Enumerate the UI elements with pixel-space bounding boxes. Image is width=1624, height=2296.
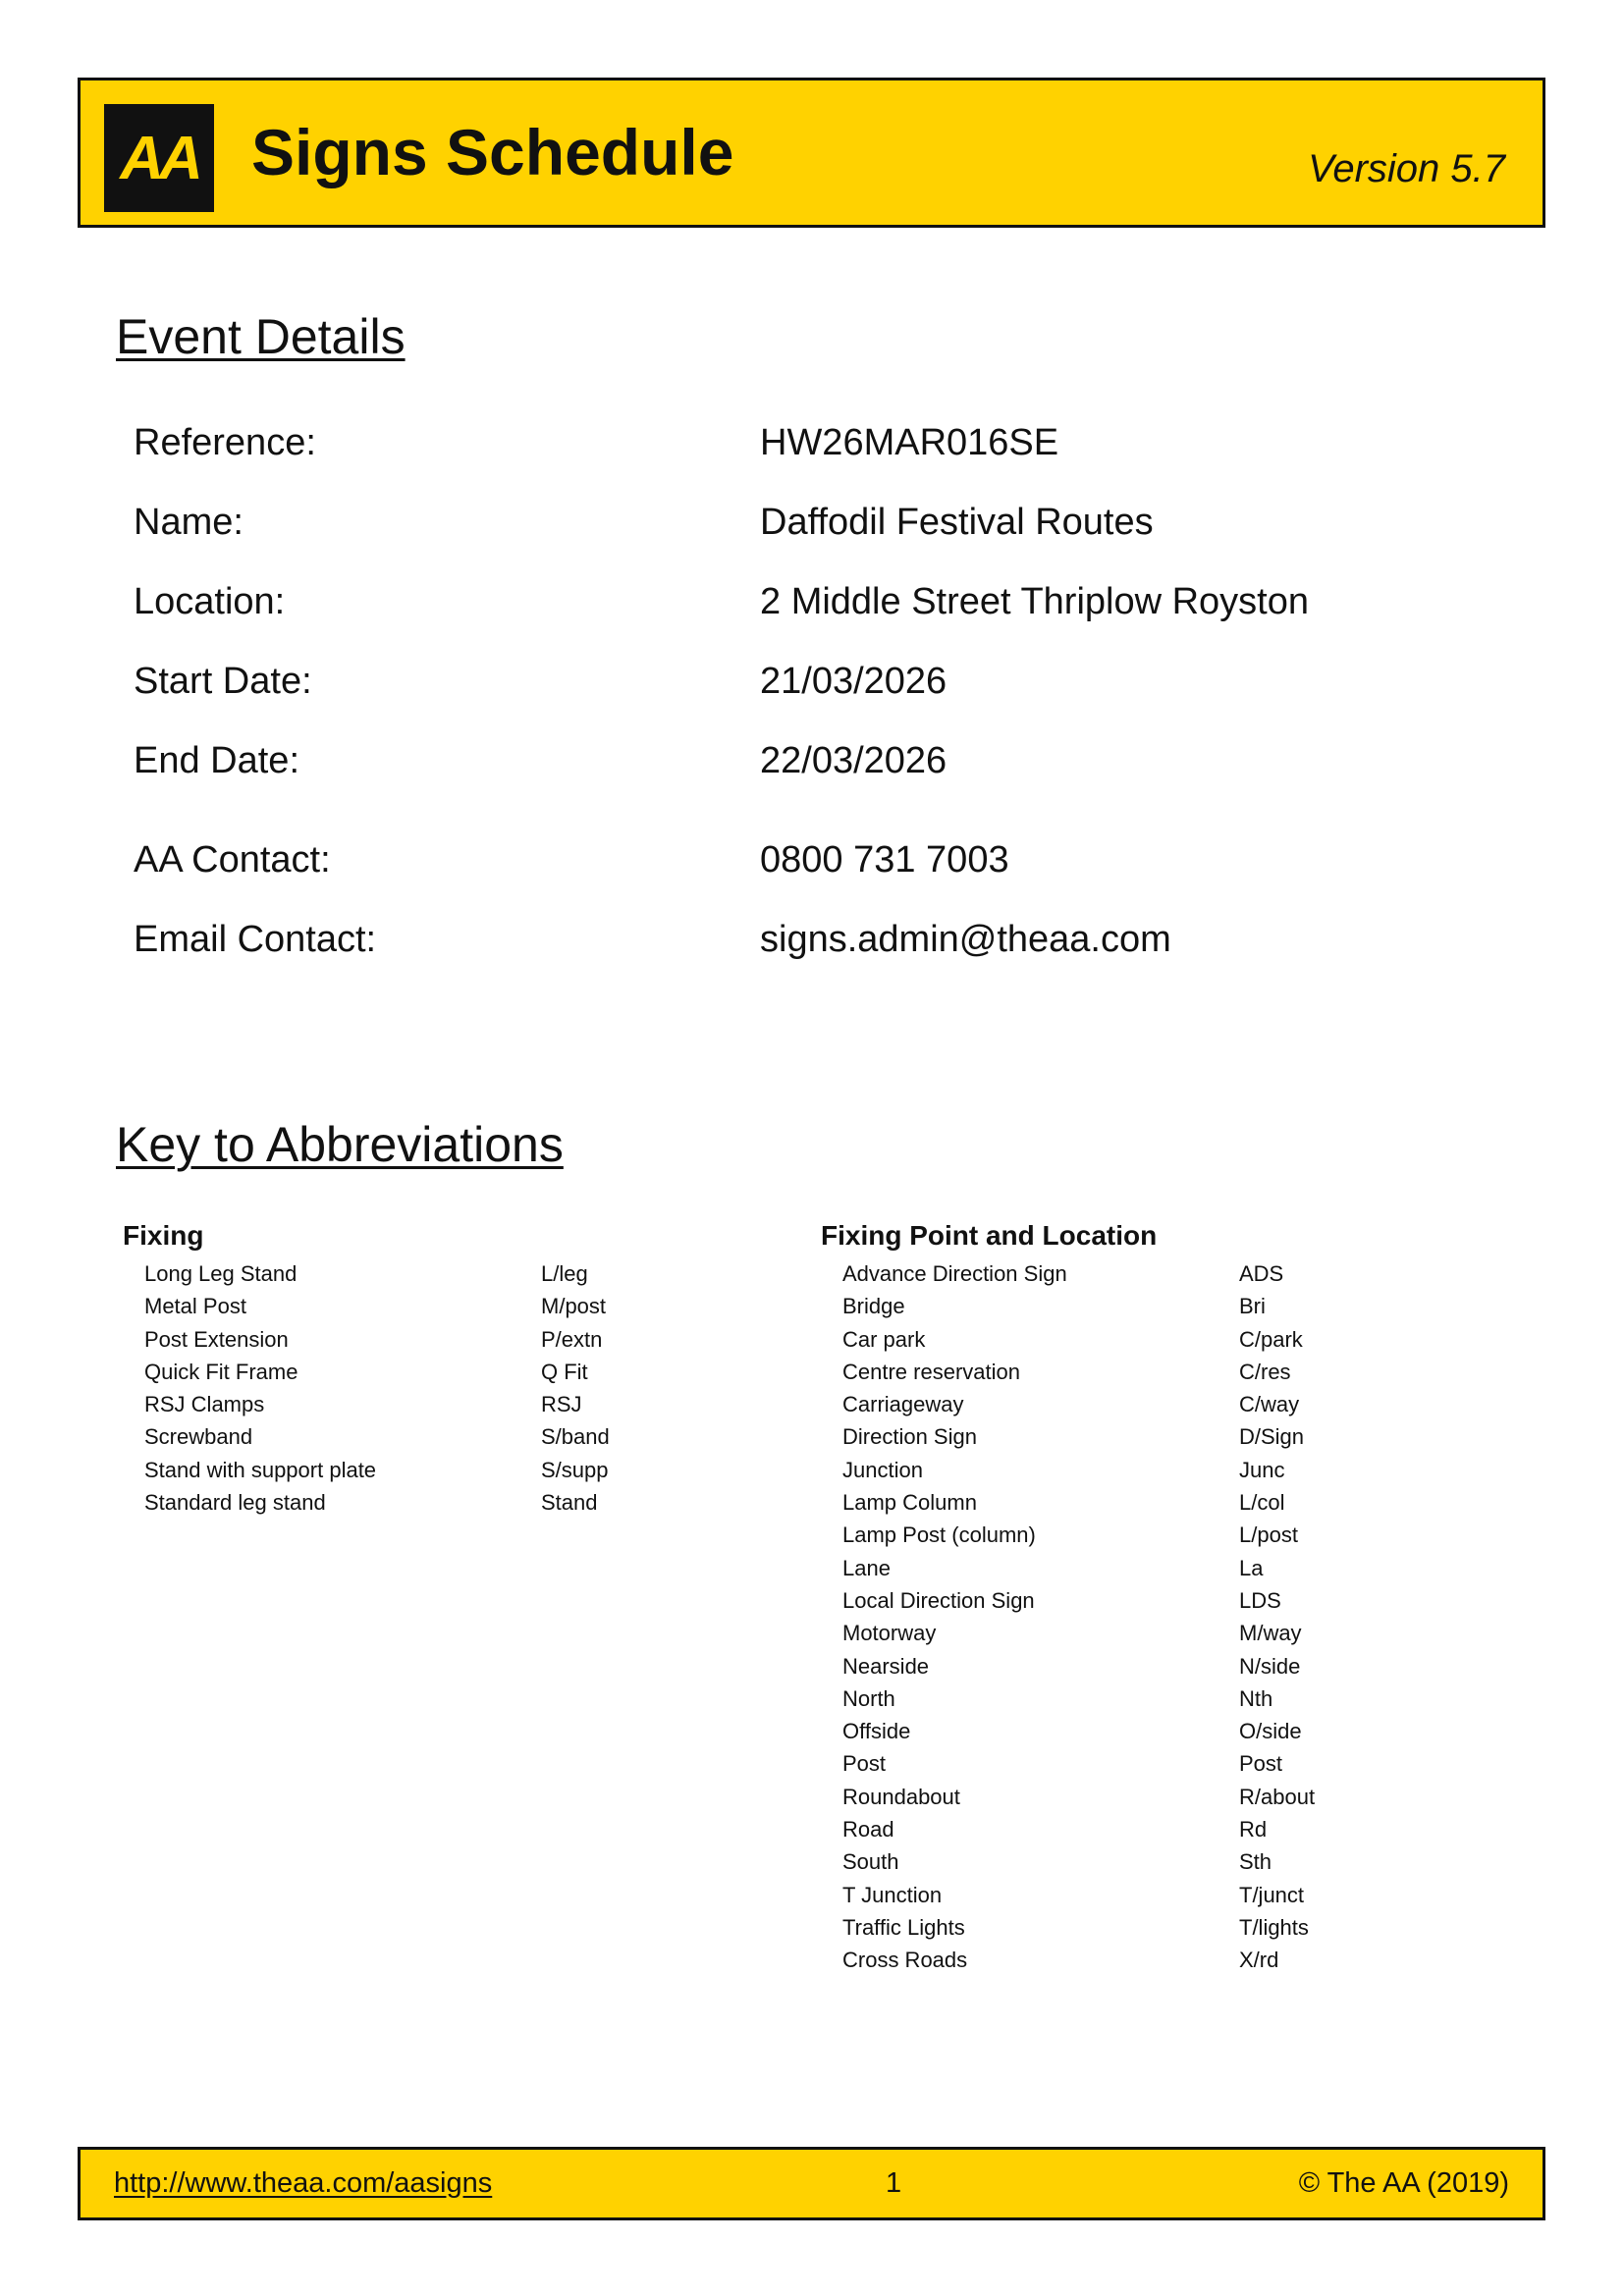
abbreviation-item [144, 1388, 694, 1420]
abbreviation-item [842, 1486, 1392, 1519]
abbreviation-short: L/leg [541, 1261, 588, 1286]
abbreviation-short: M/way [1239, 1621, 1302, 1646]
detail-row-email-contact [134, 915, 1410, 964]
abbreviation-short: T/junct [1239, 1882, 1305, 1907]
abbreviation-term: Standard leg stand [144, 1490, 326, 1516]
abbreviation-short: L/col [1239, 1490, 1285, 1516]
abbreviation-item [842, 1257, 1392, 1290]
abbreviation-term: Long Leg Stand [144, 1261, 298, 1286]
abbreviation-term: Offside [842, 1719, 911, 1744]
abbreviation-term: T Junction [842, 1882, 943, 1907]
abbreviation-item [144, 1486, 694, 1519]
page-number: 1 [886, 2167, 902, 2199]
abbreviation-term: Traffic Lights [842, 1914, 965, 1940]
abbreviation-item [144, 1323, 694, 1356]
abbreviation-short: S/supp [541, 1457, 609, 1482]
abbreviation-term: Bridge [842, 1294, 905, 1319]
abbreviation-item [842, 1813, 1392, 1845]
abbreviation-short: S/band [541, 1424, 610, 1450]
abbreviation-short: Stand [541, 1490, 598, 1516]
abbreviation-item [144, 1420, 694, 1453]
abbreviation-short: Junc [1239, 1457, 1285, 1482]
footer-bar [78, 2147, 1545, 2220]
detail-value: 0800 731 7003 [760, 839, 1009, 881]
abbreviation-item [842, 1845, 1392, 1878]
abbreviation-short: P/extn [541, 1326, 603, 1352]
aa-signs-link[interactable]: http://www.theaa.com/aasigns [114, 2167, 493, 2199]
detail-label: Start Date: [134, 661, 312, 702]
abbreviation-short: O/side [1239, 1719, 1302, 1744]
abbreviation-item [842, 1682, 1392, 1715]
abbreviation-term: Motorway [842, 1621, 937, 1646]
abbreviation-item [842, 1715, 1392, 1747]
abbreviation-item [842, 1420, 1392, 1453]
abbreviation-short: Bri [1239, 1294, 1266, 1319]
abbreviation-short: C/res [1239, 1359, 1291, 1384]
abbreviation-term: South [842, 1849, 899, 1875]
detail-label: Reference: [134, 422, 316, 463]
abbreviation-term: Quick Fit Frame [144, 1359, 298, 1384]
abbreviation-short: Q Fit [541, 1359, 588, 1384]
abbreviation-term: Stand with support plate [144, 1457, 377, 1482]
aa-logo [104, 104, 214, 212]
abbreviation-short: LDS [1239, 1587, 1281, 1613]
abbreviation-term: North [842, 1685, 895, 1711]
abbreviation-term: Direction Sign [842, 1424, 977, 1450]
abbreviation-item [144, 1257, 694, 1290]
header-bar [78, 78, 1545, 228]
abbreviation-item [842, 1650, 1392, 1682]
abbreviation-term: Junction [842, 1457, 923, 1482]
detail-value: signs.admin@theaa.com [760, 919, 1171, 960]
fixing-point-list [842, 1257, 1392, 1977]
abbreviation-item [842, 1356, 1392, 1388]
detail-value: HW26MAR016SE [760, 422, 1059, 463]
event-details-heading: Event Details [116, 309, 406, 364]
abbreviation-term: Local Direction Sign [842, 1587, 1035, 1613]
document-title: Signs Schedule [251, 116, 734, 188]
detail-value: 21/03/2026 [760, 661, 947, 702]
abbreviation-short: N/side [1239, 1653, 1301, 1679]
abbreviation-term: Screwband [144, 1424, 253, 1450]
version-label: Version 5.7 [1308, 147, 1505, 190]
abbreviation-term: Cross Roads [842, 1948, 968, 1973]
detail-label: Location: [134, 581, 286, 622]
abbreviation-term: Post Extension [144, 1326, 289, 1352]
abbreviation-term: Centre reservation [842, 1359, 1020, 1384]
abbreviation-term: Car park [842, 1326, 926, 1352]
abbreviation-term: Post [842, 1751, 887, 1777]
abbreviation-short: Rd [1239, 1817, 1268, 1842]
abbreviation-item [842, 1290, 1392, 1322]
abbreviation-item [144, 1290, 694, 1322]
copyright-text: © The AA (2019) [1298, 2167, 1509, 2199]
abbreviation-short: T/lights [1239, 1914, 1309, 1940]
detail-row-aa-contact [134, 835, 1410, 884]
abbreviation-short: L/post [1239, 1522, 1298, 1548]
detail-label: Name: [134, 502, 244, 543]
abbreviation-item [842, 1747, 1392, 1780]
detail-row-reference [134, 418, 1410, 467]
abbreviation-term: Roundabout [842, 1784, 960, 1809]
abbreviation-item [842, 1944, 1392, 1976]
fixing-list [144, 1257, 694, 1519]
abbreviation-item [842, 1552, 1392, 1584]
detail-row-end-date [134, 736, 1410, 785]
abbreviation-short: C/park [1239, 1326, 1303, 1352]
abbreviation-item [842, 1781, 1392, 1813]
abbreviation-item [842, 1617, 1392, 1649]
detail-value: 2 Middle Street Thriplow Royston [760, 581, 1309, 622]
detail-label: End Date: [134, 740, 299, 781]
abbreviation-short: X/rd [1239, 1948, 1279, 1973]
abbreviation-term: Carriageway [842, 1392, 964, 1417]
abbreviation-term: Metal Post [144, 1294, 246, 1319]
detail-label: Email Contact: [134, 919, 377, 960]
abbreviation-short: R/about [1239, 1784, 1316, 1809]
abbreviation-item [842, 1879, 1392, 1911]
abbreviation-item [842, 1388, 1392, 1420]
abbreviation-item [842, 1911, 1392, 1944]
abbreviation-short: ADS [1239, 1261, 1284, 1286]
fixing-point-heading: Fixing Point and Location [821, 1220, 1158, 1251]
detail-row-name [134, 498, 1410, 547]
abbreviation-term: Advance Direction Sign [842, 1261, 1067, 1286]
detail-row-location [134, 577, 1410, 626]
abbreviation-term: Lamp Post (column) [842, 1522, 1036, 1548]
abbreviation-short: La [1239, 1555, 1264, 1580]
abbreviation-item [144, 1356, 694, 1388]
abbreviation-item [842, 1519, 1392, 1551]
detail-value: 22/03/2026 [760, 740, 947, 781]
detail-value: Daffodil Festival Routes [760, 502, 1154, 543]
abbreviation-item [842, 1584, 1392, 1617]
abbreviation-term: Lamp Column [842, 1490, 977, 1516]
key-abbreviations-heading: Key to Abbreviations [116, 1117, 564, 1172]
logo-text: AA [120, 124, 198, 192]
abbreviation-short: Post [1239, 1751, 1283, 1777]
abbreviation-term: RSJ Clamps [144, 1392, 265, 1417]
detail-row-start-date [134, 657, 1410, 706]
abbreviation-item [842, 1454, 1392, 1486]
abbreviation-term: Road [842, 1817, 894, 1842]
abbreviation-short: RSJ [541, 1392, 582, 1417]
abbreviation-short: C/way [1239, 1392, 1300, 1417]
abbreviation-term: Nearside [842, 1653, 930, 1679]
abbreviation-term: Lane [842, 1555, 891, 1580]
abbreviation-short: Sth [1239, 1849, 1272, 1875]
abbreviation-item [144, 1454, 694, 1486]
abbreviation-short: D/Sign [1239, 1424, 1305, 1450]
fixing-heading: Fixing [123, 1220, 204, 1251]
abbreviation-short: M/post [541, 1294, 607, 1319]
abbreviation-item [842, 1323, 1392, 1356]
detail-label: AA Contact: [134, 839, 331, 881]
abbreviation-short: Nth [1239, 1685, 1273, 1711]
